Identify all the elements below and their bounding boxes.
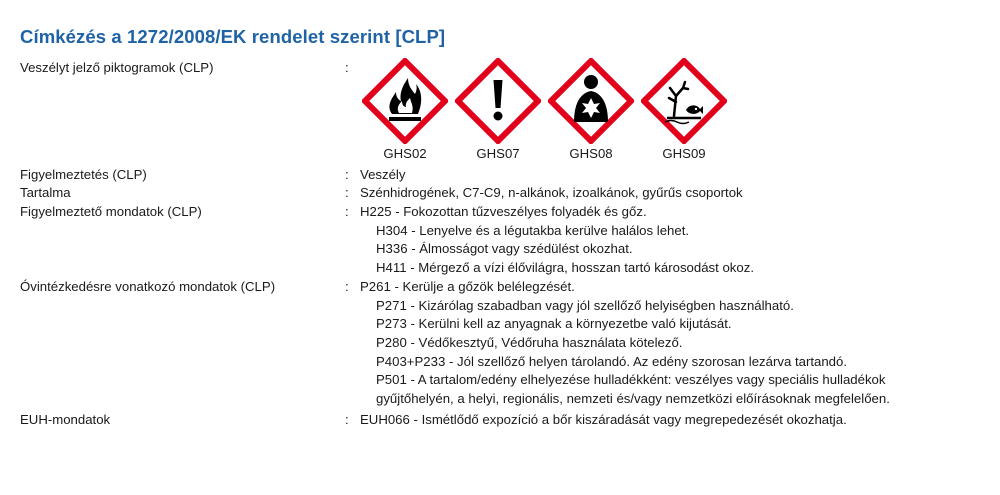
pictograms-label: Veszélyt jelző piktogramok (CLP) — [20, 60, 214, 75]
colon: : — [345, 167, 349, 182]
signal-word-label: Figyelmeztetés (CLP) — [20, 167, 147, 182]
exclamation-mark-icon — [455, 58, 541, 144]
pictogram-ghs02 — [362, 58, 448, 161]
colon: : — [345, 412, 349, 427]
colon: : — [345, 60, 349, 75]
signal-word-value: Veszély — [360, 167, 406, 182]
pictogram-code: GHS08 — [569, 146, 613, 161]
hazard-statement: H225 - Fokozottan tűzveszélyes folyadék és gőz. — [360, 204, 647, 219]
colon: : — [345, 185, 349, 200]
pictogram-code: GHS09 — [662, 146, 706, 161]
euh-label: EUH-mondatok — [20, 412, 111, 427]
hazard-statements-label: Figyelmeztető mondatok (CLP) — [20, 204, 202, 219]
health-hazard-icon — [548, 58, 634, 144]
colon: : — [345, 279, 349, 294]
environment-icon — [641, 58, 727, 144]
precautionary-statement: P273 - Kerülni kell az anyagnak a környezetbe való kijutását. — [376, 316, 732, 332]
hazard-statement: H411 - Mérgező a vízi élővilágra, hosszan tartó károsodást okoz. — [376, 260, 754, 276]
pictogram-ghs08 — [548, 58, 634, 161]
pictogram-code: GHS07 — [476, 146, 520, 161]
precautionary-statements-list — [360, 278, 890, 409]
precautionary-statement: P501 - A tartalom/edény elhelyezése hulladékként: veszélyes vagy speciális hulladékok — [376, 372, 886, 388]
contains-label: Tartalma — [20, 185, 71, 200]
precautionary-statement: P280 - Védőkesztyű, Védőruha használata kötelező. — [376, 335, 683, 351]
precautionary-statement: P261 - Kerülje a gőzök belélegzését. — [360, 279, 575, 294]
hazard-statement: H304 - Lenyelve és a légutakba kerülve halálos lehet. — [376, 222, 690, 238]
pictogram-ghs07 — [455, 58, 541, 161]
flame-icon — [362, 58, 448, 144]
pictogram-ghs09 — [641, 58, 727, 161]
precautionary-statement: P403+P233 - Jól szellőző helyen tárolandó. Az edény szorosan lezárva tartandó. — [376, 353, 848, 369]
precautionary-statement: P271 - Kizárólag szabadban vagy jól szellőző helyiségben használható. — [376, 297, 794, 313]
precautionary-statement-continuation: gyűjtőhelyén, a helyi, regionális, nemzeti és/vagy nemzetközi előírásoknak megfelelően. — [376, 391, 890, 407]
page-title: Címkézés a 1272/2008/EK rendelet szerint [CLP] — [20, 26, 446, 47]
euh-statement: EUH066 - Ismétlődő expozíció a bőr kiszáradását vagy megrepedezését okozhatja. — [360, 412, 847, 427]
contains-value: Szénhidrogének, C7-C9, n-alkánok, izoalkánok, gyűrűs csoportok — [360, 185, 743, 200]
pictogram-group — [362, 58, 742, 168]
euh-value — [360, 411, 847, 429]
hazard-statements-list — [360, 203, 754, 278]
pictogram-code: GHS02 — [383, 146, 427, 161]
hazard-statement: H336 - Álmosságot vagy szédülést okozhat. — [376, 241, 633, 257]
precautionary-statements-label: Óvintézkedésre vonatkozó mondatok (CLP) — [20, 279, 276, 294]
colon: : — [345, 204, 349, 219]
